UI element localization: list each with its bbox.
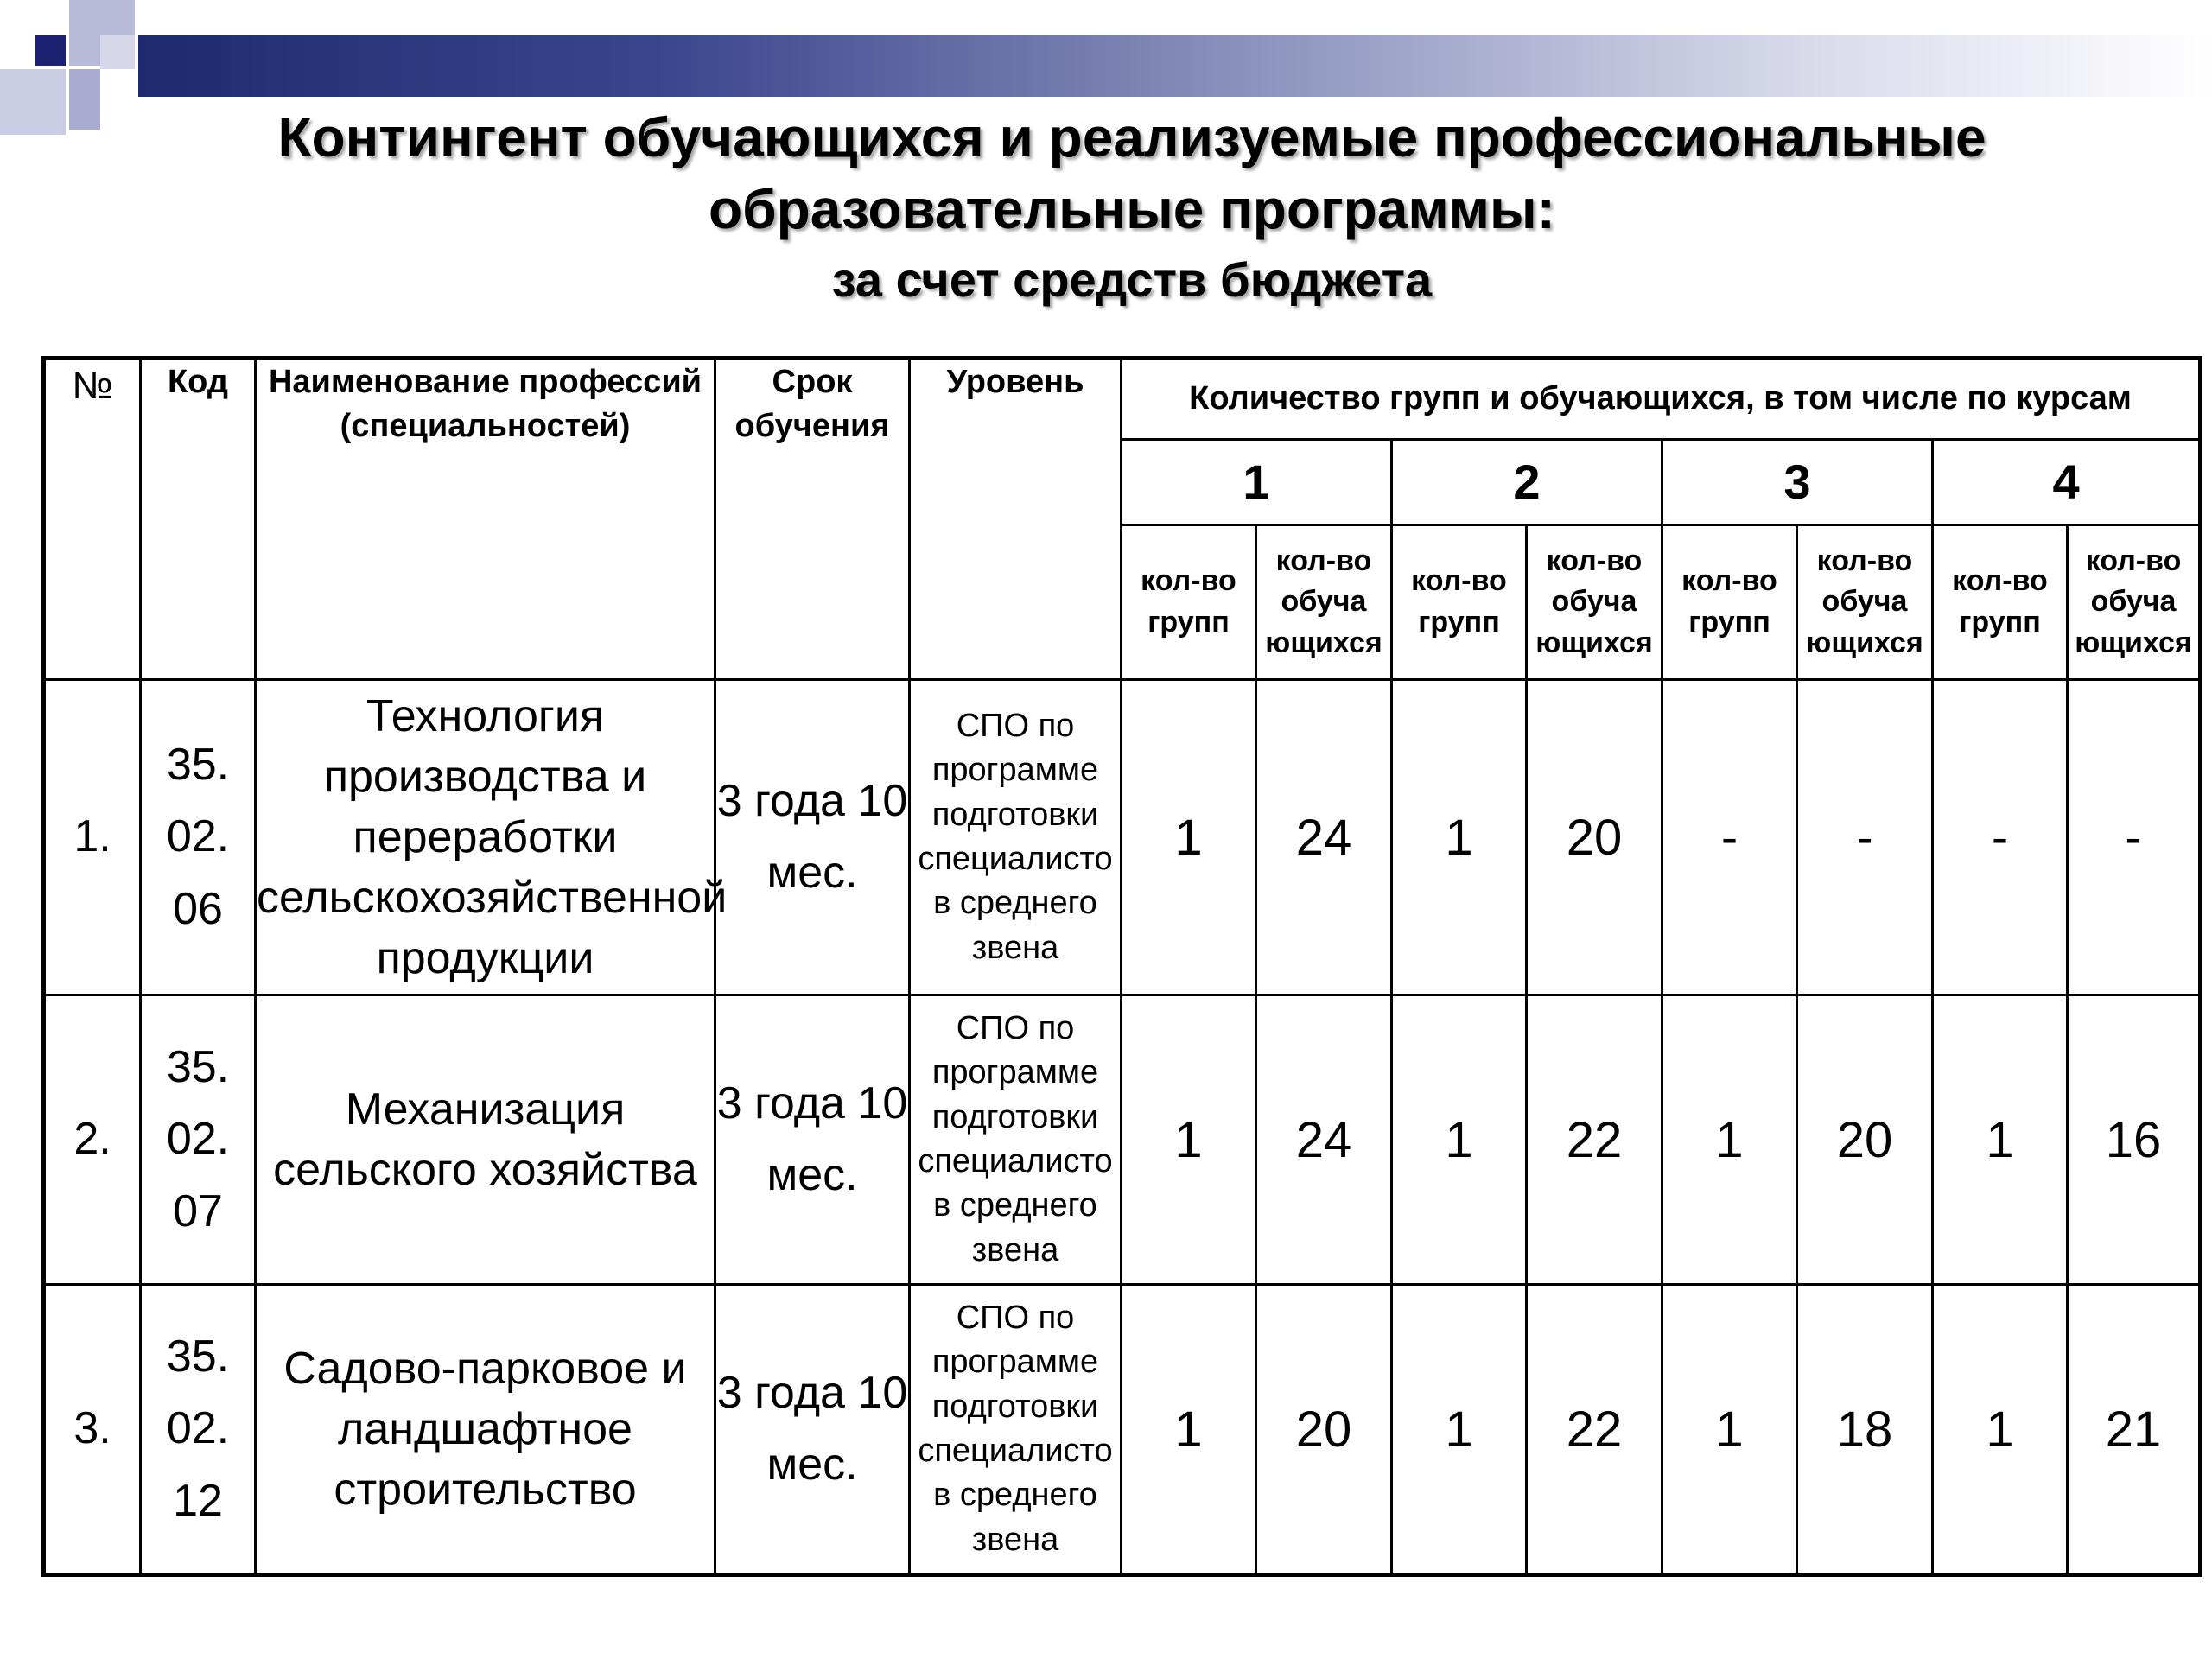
header-band (138, 35, 2212, 97)
course-4-groups: - (1933, 680, 2068, 995)
row-code: 35. 02. 07 (141, 995, 256, 1285)
header-num: № (44, 359, 141, 680)
row-num: 1. (44, 680, 141, 995)
course-2-groups: 1 (1392, 1285, 1527, 1575)
title-line-1: Контингент обучающихся и реализуемые профессиональные (277, 106, 1986, 168)
row-level: СПО по программе подготовки специалисто в среднего звена (910, 680, 1122, 995)
header-name: Наименование профессий (специальностей) (256, 359, 715, 680)
course-1-students: 24 (1256, 680, 1392, 995)
header-course-1: 1 (1122, 440, 1392, 525)
row-num: 3. (44, 1285, 141, 1575)
row-num: 2. (44, 995, 141, 1285)
course-2-students: 22 (1527, 1285, 1662, 1575)
row-duration: 3 года 10 мес. (715, 995, 910, 1285)
row-name: Механизация сельского хозяйства (256, 995, 715, 1285)
row-code: 35. 02. 12 (141, 1285, 256, 1575)
course-1-students: 20 (1256, 1285, 1392, 1575)
header-groups: кол-во групп (1933, 525, 2068, 680)
table-row (44, 995, 2201, 1285)
header-level: Уровень (910, 359, 1122, 680)
course-3-groups: 1 (1662, 995, 1797, 1285)
decor-square (35, 35, 66, 66)
course-2-groups: 1 (1392, 680, 1527, 995)
header-duration: Срок обучения (715, 359, 910, 680)
header-course-4: 4 (1933, 440, 2201, 525)
row-code: 35. 02. 06 (141, 680, 256, 995)
header-course-3: 3 (1662, 440, 1933, 525)
course-4-students: - (2068, 680, 2201, 995)
course-4-groups: 1 (1933, 1285, 2068, 1575)
course-1-groups: 1 (1122, 1285, 1256, 1575)
course-1-groups: 1 (1122, 995, 1256, 1285)
decor-square (100, 35, 135, 69)
row-duration: 3 года 10 мес. (715, 1285, 910, 1575)
header-students: кол-во обуча ющихся (2068, 525, 2201, 680)
subtitle: за счет средств бюджета (831, 252, 1433, 308)
course-3-groups: - (1662, 680, 1797, 995)
header-row (44, 359, 2201, 440)
title-line-2: образовательные программы: (709, 178, 1555, 241)
header-groups: кол-во групп (1662, 525, 1797, 680)
decor-square (0, 69, 66, 135)
slide-title (121, 102, 2143, 312)
course-3-students: - (1797, 680, 1933, 995)
table-row (44, 1285, 2201, 1575)
course-4-groups: 1 (1933, 995, 2068, 1285)
header-students: кол-во обуча ющихся (1256, 525, 1392, 680)
header-code: Код (141, 359, 256, 680)
header-group-title: Количество групп и обучающихся, в том числе по курсам (1122, 359, 2201, 440)
header-course-2: 2 (1392, 440, 1662, 525)
decor-square (69, 69, 100, 130)
row-level: СПО по программе подготовки специалисто в среднего звена (910, 995, 1122, 1285)
course-2-students: 22 (1527, 995, 1662, 1285)
programs-table (41, 356, 2202, 1577)
course-3-students: 20 (1797, 995, 1933, 1285)
course-3-groups: 1 (1662, 1285, 1797, 1575)
course-1-groups: 1 (1122, 680, 1256, 995)
course-4-students: 16 (2068, 995, 2201, 1285)
header-students: кол-во обуча ющихся (1527, 525, 1662, 680)
row-level: СПО по программе подготовки специалисто в среднего звена (910, 1285, 1122, 1575)
row-name: Технология производства и переработки сельскохозяйственной продукции (256, 680, 715, 995)
row-duration: 3 года 10 мес. (715, 680, 910, 995)
row-name: Садово-парковое и ландшафтное строительство (256, 1285, 715, 1575)
header-students: кол-во обуча ющихся (1797, 525, 1933, 680)
header-groups: кол-во групп (1392, 525, 1527, 680)
header-groups: кол-во групп (1122, 525, 1256, 680)
table-row (44, 680, 2201, 995)
course-4-students: 21 (2068, 1285, 2201, 1575)
course-2-groups: 1 (1392, 995, 1527, 1285)
course-1-students: 24 (1256, 995, 1392, 1285)
course-2-students: 20 (1527, 680, 1662, 995)
course-3-students: 18 (1797, 1285, 1933, 1575)
